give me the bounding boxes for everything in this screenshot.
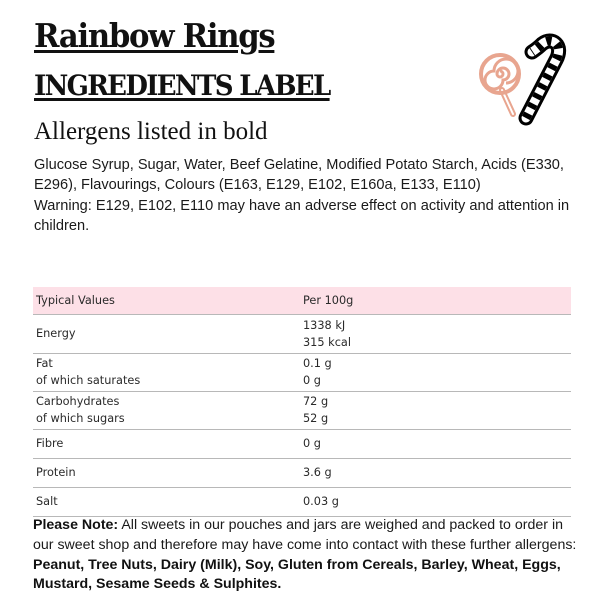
further-allergens-list: Peanut, Tree Nuts, Dairy (Milk), Soy, Gluten from Cereals, Barley, Wheat, Eggs, Mustard, Sesame Seeds & Sulphites.	[33, 556, 561, 593]
colour-warning: Warning: E129, E102, E110 may have an adverse effect on activity and attention in children.	[34, 197, 570, 234]
table-row	[33, 314, 571, 353]
column-header-per-100g: Per 100g	[300, 287, 571, 314]
nutrient-name: Fibre	[33, 429, 300, 458]
column-header-typical-values: Typical Values	[33, 287, 300, 314]
ingredients-list	[34, 155, 574, 236]
nutrient-name: Salt	[33, 487, 300, 516]
table-row	[33, 391, 571, 429]
nutrient-name: Fat of which saturates	[33, 353, 300, 391]
nutrient-name: Protein	[33, 458, 300, 487]
nutrient-value: 72 g 52 g	[300, 391, 571, 429]
nutrient-value: 0.03 g	[300, 487, 571, 516]
ingredients-text: Glucose Syrup, Sugar, Water, Beef Gelatine, Modified Potato Starch, Acids (E330, E296), Flavourings, Colours (E163, E129, E102, E160a, E133, E110)	[34, 157, 564, 194]
table-row	[33, 487, 571, 516]
footnote-lead: Please Note:	[33, 517, 119, 533]
product-title: Rainbow Rings	[34, 16, 275, 55]
footnote-text: All sweets in our pouches and jars are weighed and packed to order in our sweet shop and therefore may have come into contact with these further allergens:	[33, 517, 577, 553]
lollipop-icon	[481, 55, 519, 114]
nutrient-value: 3.6 g	[300, 458, 571, 487]
table-row	[33, 429, 571, 458]
table-row	[33, 353, 571, 391]
allergen-footnote	[33, 516, 578, 595]
nutrient-value: 0 g	[300, 429, 571, 458]
allergen-notice: Allergens listed in bold	[34, 118, 268, 145]
nutrient-value: 1338 kJ 315 kcal	[300, 314, 571, 353]
nutrient-name: Energy	[33, 314, 300, 353]
nutrient-name: Carbohydrates of which sugars	[33, 391, 300, 429]
nutrition-table	[33, 287, 571, 517]
label-title: INGREDIENTS LABEL	[34, 69, 330, 102]
nutrition-header-row	[33, 287, 571, 314]
table-row	[33, 458, 571, 487]
nutrient-value: 0.1 g 0 g	[300, 353, 571, 391]
sweets-logo	[478, 20, 588, 130]
candy-cane-icon	[526, 41, 559, 118]
